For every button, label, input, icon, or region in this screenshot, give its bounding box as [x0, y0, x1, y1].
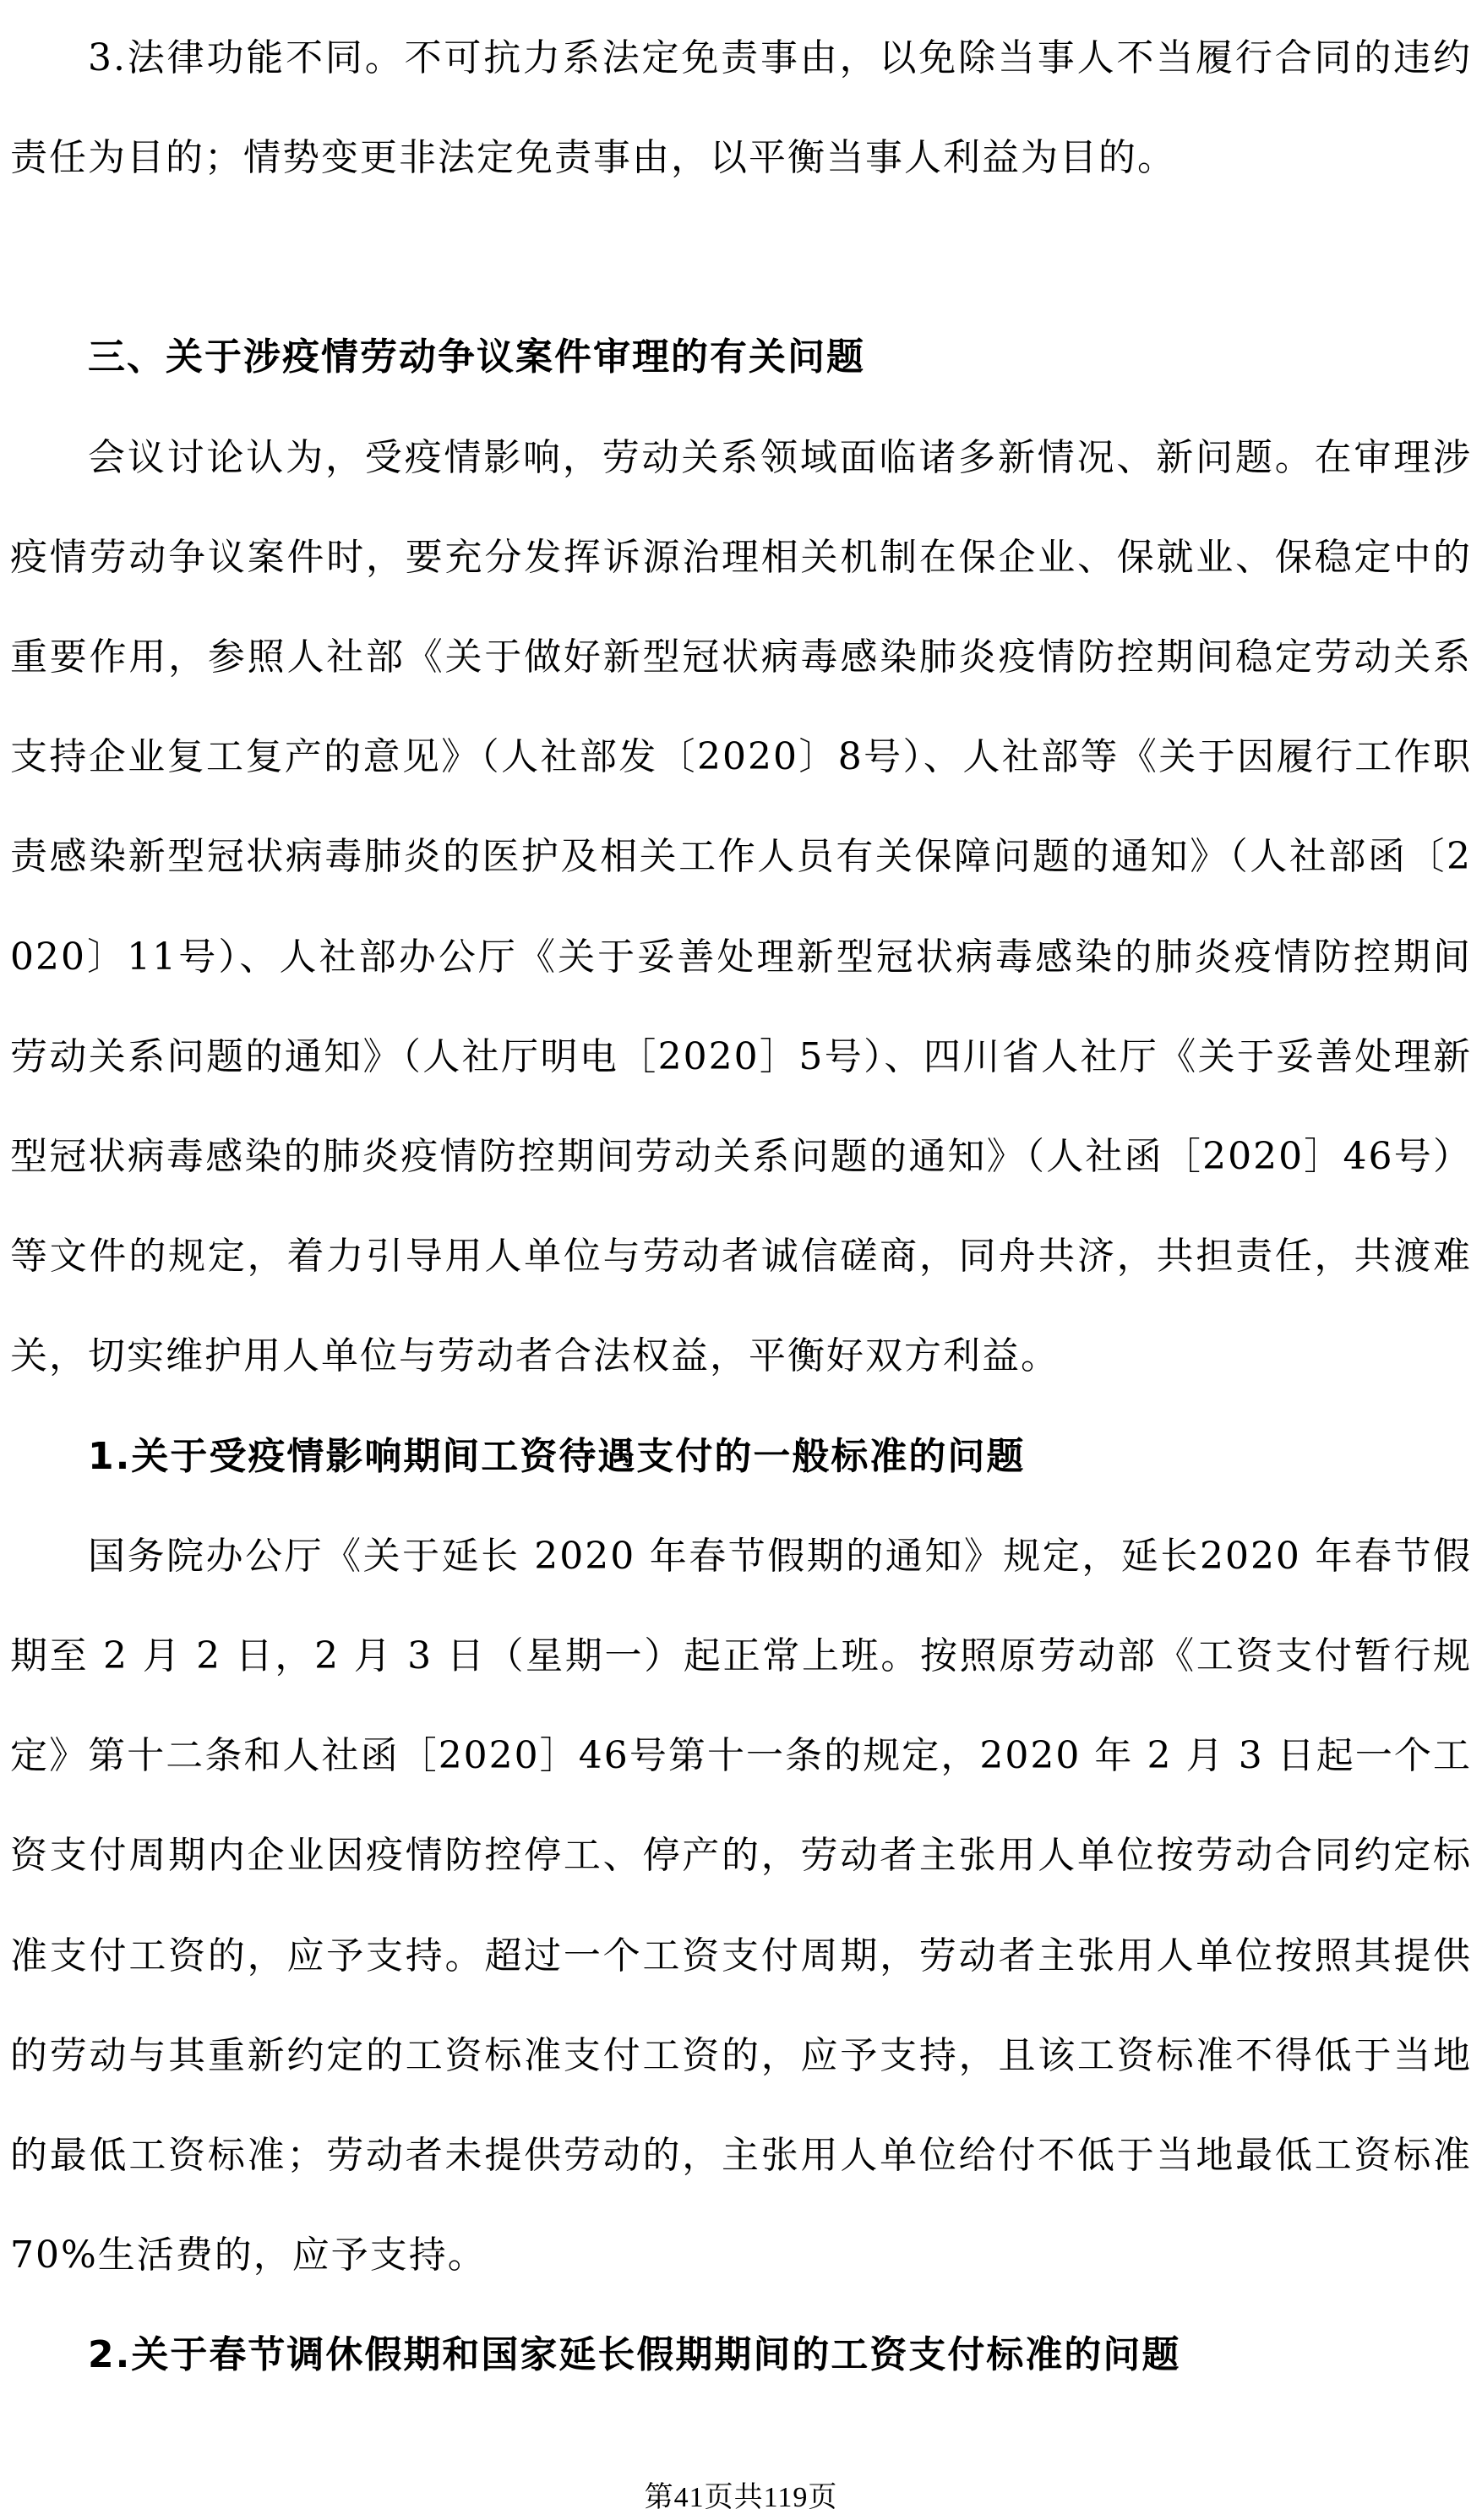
section-heading-3: 三、关于涉疫情劳动争议案件审理的有关问题: [88, 335, 865, 379]
paragraph-spacer: [10, 208, 1472, 308]
document-body: [10, 8, 1472, 2406]
paragraph-meeting-discussion: 会议讨论认为，受疫情影响，劳动关系领域面临诸多新情况、新问题。在审理涉疫情劳动争议案件时，要充分发挥诉源治理相关机制在保企业、保就业、保稳定中的重要作用，参照人社部《关于做好新型冠状病毒感染肺炎疫情防控期间稳定劳动关系支持企业复工复产的意见》（人社部发〔2020〕8号）、人社部等《关于因履行工作职责感染新型冠状病毒肺炎的医护及相关工作人员有关保障问题的通知》（人社部函〔2020〕11号）、人社部办公厅《关于妥善处理新型冠状病毒感染的肺炎疫情防控期间劳动关系问题的通知》（人社厅明电［2020］5号）、四川省人社厅《关于妥善处理新型冠状病毒感染的肺炎疫情防控期间劳动关系问题的通知》（人社函［2020］46号）等文件的规定，着力引导用人单位与劳动者诚信磋商，同舟共济，共担责任，共渡难关，切实维护用人单位与劳动者合法权益，平衡好双方利益。: [10, 435, 1472, 1378]
subsection-heading-2: 2.关于春节调休假期和国家延长假期期间的工资支付标准的问题: [88, 2333, 1181, 2377]
paragraph-wage-standard: 国务院办公厅《关于延长 2020 年春节假期的通知》规定，延长2020 年春节假期至 2 月 2 日，2 月 3 日（星期一）起正常上班。按照原劳动部《工资支付暂行规定》第十二条和人社函［2020］46号第十一条的规定，2020 年 2 月 3 日起一个工资支付周期内企业因疫情防控停工、停产的，劳动者主张用人单位按劳动合同约定标准支付工资的，应予支持。超过一个工资支付周期，劳动者主张用人单位按照其提供的劳动与其重新约定的工资标准支付工资的，应予支持，且该工资标准不得低于当地的最低工资标准；劳动者未提供劳动的，主张用人单位给付不低于当地最低工资标准 70%生活费的，应予支持。: [10, 1534, 1472, 2277]
subsection-heading-1: 1.关于受疫情影响期间工资待遇支付的一般标准的问题: [88, 1434, 1026, 1478]
paragraph-legal-function: 3.法律功能不同。不可抗力系法定免责事由，以免除当事人不当履行合同的违约责任为目的；情势变更非法定免责事由，以平衡当事人利益为目的。: [10, 36, 1472, 180]
page-number-footer: 第41页共119页: [644, 2482, 838, 2513]
